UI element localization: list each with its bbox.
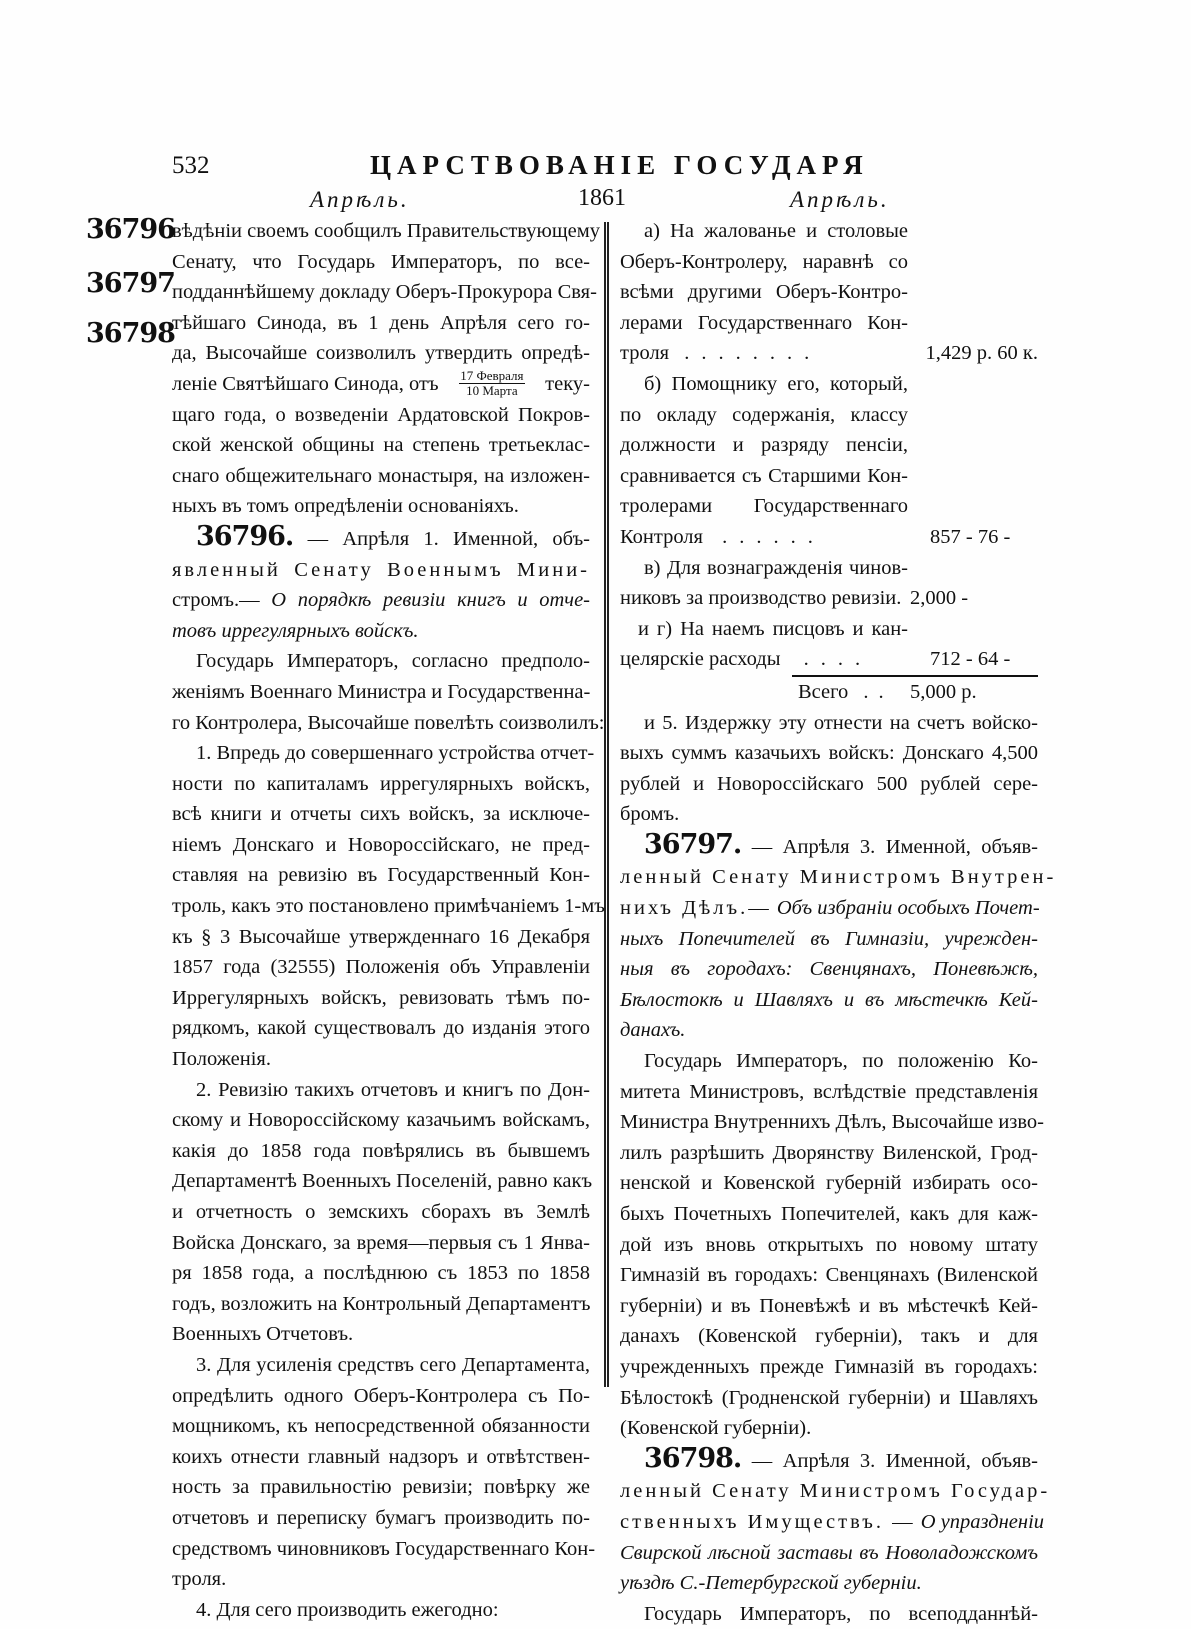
amount: 5,000 р. xyxy=(910,680,977,703)
margin-number-36796: 36796 xyxy=(86,214,175,245)
text-line: 2. Ревизію такихъ отчетовъ и книгъ по Дон- xyxy=(196,1078,590,1101)
budget-line-b xyxy=(620,522,1038,553)
text-line: ность за правильностію ревизіи; повѣрку же xyxy=(172,1476,590,1499)
text-line: коихъ отнести главный надзоръ и отвѣтствен- xyxy=(172,1445,590,1468)
text-line: 1857 года (32555) Положенія объ Управленіи xyxy=(172,956,590,979)
text-line: должности и разряду пенсіи, xyxy=(620,434,908,457)
text-line: мощникомъ, къ непосредственной обязанности xyxy=(172,1415,590,1438)
text-line: ленный Сенату Министромъ Внутрен- xyxy=(620,866,1057,889)
text-line: Оберъ-Контролеру, наравнѣ со xyxy=(620,250,908,273)
text-line: б) Помощнику его, который, xyxy=(644,372,908,395)
text-line: ныхъ Попечителей въ Гимназіи, учрежден- xyxy=(620,927,1038,950)
amount: 1,429 р. 60 к. xyxy=(925,342,1038,365)
leader-dots: ........ xyxy=(684,342,822,365)
text-line: всѣ книги и отчеты сихъ войскъ, за исключе- xyxy=(172,803,590,826)
text-line: Иррегулярныхъ войскъ, ревизовать тѣмъ по- xyxy=(172,986,590,1009)
text-line: вѣдѣніи своемъ сообщилъ Правительствующему xyxy=(172,220,600,242)
text-line: ныхъ въ томъ опредѣленіи основаніяхъ. xyxy=(172,495,519,518)
text-line: тролерами Государственнаго xyxy=(620,495,908,518)
text-line: рублей и Новороссійскаго 500 рублей сере- xyxy=(620,772,1038,795)
text-span: О упраздненіи xyxy=(920,1510,1045,1533)
text-line: какія до 1858 года повѣрялись въ бывшемъ xyxy=(172,1139,590,1162)
margin-number-36798: 36798 xyxy=(86,318,175,349)
text-span: леніе Святѣйшаго Синода, отъ xyxy=(172,372,439,395)
text-line: и 5. Издержку эту отнести на счетъ войско- xyxy=(644,711,1038,734)
leader-dots: .. xyxy=(863,680,894,703)
text-line: Сенату, что Государь Императоръ, по все- xyxy=(172,250,590,273)
running-head: ЦАРСТВОВАНІЕ ГОСУДАРЯ xyxy=(370,150,869,180)
text-line xyxy=(620,1507,1045,1538)
text-span: троля xyxy=(620,342,670,365)
text-line: Департаментѣ Военныхъ Поселеній, равно какъ xyxy=(172,1170,593,1193)
text-span: ственныхъ Имуществъ. — xyxy=(620,1510,916,1533)
text-line: рядкомъ, какой существовалъ до изданія этого xyxy=(172,1017,590,1040)
text-line: в) Для вознагражденія чинов- xyxy=(644,556,908,579)
text-line: (Ковенской губерніи). xyxy=(620,1417,812,1440)
text-line: Бѣлостокѣ и Шавляхъ и въ мѣстечкѣ Кей- xyxy=(620,988,1038,1011)
text-line: ности по капиталамъ иррегулярныхъ войскъ, xyxy=(172,772,590,795)
budget-line-c xyxy=(620,583,1038,614)
text-line: лилъ разрѣшить Дворянству Виленской, Грод- xyxy=(620,1141,1038,1164)
month-right: Апрѣль. xyxy=(790,187,890,212)
text-span: О порядкѣ ревизіи книгъ и отче- xyxy=(271,589,590,612)
text-line: 4. Для сего производить ежегодно: xyxy=(196,1598,499,1621)
text-line: средствомъ чиновниковъ Государственнаго Кон- xyxy=(172,1537,596,1560)
amount: 712 - 64 - xyxy=(930,648,1011,671)
text-line: Свирской лѣсной заставы въ Новоладожскомъ xyxy=(620,1541,1038,1564)
text-line: ставляя на ревизію въ Государственный Кон- xyxy=(172,864,590,887)
text-line: Положенія. xyxy=(172,1048,271,1071)
text-line: подданнѣйшему докладу Оберъ-Прокурора Свя- xyxy=(172,281,597,304)
text-line: товъ иррегулярныхъ войскъ. xyxy=(172,619,419,642)
text-span: — Апрѣля 3. Именной, объяв- xyxy=(751,835,1038,858)
text-line: Военныхъ Отчетовъ. xyxy=(172,1323,354,1346)
fraction-bottom: 10 Марта xyxy=(466,382,518,398)
month-left: Апрѣль. xyxy=(310,187,410,212)
text-line: троля. xyxy=(172,1568,227,1591)
fraction-top: 17 Февраля xyxy=(460,367,524,383)
text-line: женіямъ Военнаго Министра и Государственна- xyxy=(172,680,591,703)
text-line: бромъ. xyxy=(620,803,680,826)
text-line: и отчетность о земскихъ сборахъ въ Землѣ xyxy=(172,1201,590,1223)
text-line xyxy=(620,893,1038,924)
text-line: данахъ (Ковенской губерніи), такъ и для xyxy=(620,1325,1038,1348)
text-span: Всего xyxy=(798,680,849,703)
text-line: Государь Императоръ, по положенію Ко- xyxy=(644,1050,1038,1073)
column-divider xyxy=(604,222,609,1387)
text-span: стромъ.— xyxy=(172,589,260,612)
text-line: дой изъ вновь открытыхъ по новому штату xyxy=(620,1233,1038,1256)
text-line: годъ, возложить на Контрольный Департаментъ xyxy=(172,1292,591,1315)
text-line: Бѣлостокѣ (Гродненской губерніи) и Шавляхъ xyxy=(620,1386,1038,1409)
text-line: Государь Императоръ, по всеподданнѣй- xyxy=(644,1602,1038,1625)
text-line: данахъ. xyxy=(620,1019,686,1042)
text-line xyxy=(172,585,590,616)
text-line: ря 1858 года, а послѣднюю съ 1853 по 1858 xyxy=(172,1262,590,1285)
law-number: 36797. xyxy=(644,828,742,860)
law-heading xyxy=(620,830,1038,863)
text-line: Министра Внутреннихъ Дѣлъ, Высочайше изво- xyxy=(620,1111,1045,1134)
text-line: отчетовъ и переписку бумагъ производить по- xyxy=(172,1506,590,1529)
text-line: ныя въ городахъ: Свенцянахъ, Поневѣжѣ, xyxy=(620,958,1038,981)
text-line: 1. Впредь до совершеннаго устройства отчет- xyxy=(196,742,595,765)
text-span: Объ избраніи особыхъ Почет- xyxy=(776,897,1040,920)
text-span: целярскіе расходы xyxy=(620,648,781,671)
text-line: а) На жалованье и столовые xyxy=(644,220,908,242)
text-span: теку- xyxy=(545,372,590,395)
law-heading xyxy=(620,1444,1038,1477)
text-line: опредѣлить одного Оберъ-Контролера съ По- xyxy=(172,1384,590,1407)
text-line: ленный Сенату Министромъ Государ- xyxy=(620,1480,1051,1503)
page-number: 532 xyxy=(172,152,210,179)
text-line: да, Высочайше соизволилъ утвердить опредѣ- xyxy=(172,342,590,365)
budget-line-d xyxy=(620,644,1038,675)
text-line: ненской и Ковенской губерній избирать осо- xyxy=(620,1172,1038,1195)
text-line: быхъ Почетныхъ Попечителей, какъ для каж- xyxy=(620,1203,1038,1225)
text-line: губерніи) и въ Поневѣжѣ и въ мѣстечкѣ Кей- xyxy=(620,1294,1038,1317)
text-line: митета Министровъ, вслѣдствіе представленія xyxy=(620,1080,1038,1103)
budget-line-a xyxy=(620,338,1038,369)
text-line: тѣйшаго Синода, въ 1 день Апрѣля сего го- xyxy=(172,311,590,334)
text-span: нихъ Дѣлъ.— xyxy=(620,897,772,920)
left-column xyxy=(172,216,605,1625)
text-line: ніемъ Донскаго и Новороссійскаго, не пред- xyxy=(172,833,590,856)
text-line: Государь Императоръ, согласно предполо- xyxy=(196,650,590,673)
right-column xyxy=(620,216,1057,1629)
text-line: лерами Государственнаго Кон- xyxy=(620,311,908,334)
text-line: выхъ суммъ казачьихъ войскъ: Донскаго 4,500 xyxy=(620,742,1038,765)
text-line: учрежденныхъ прежде Гимназій въ городахъ: xyxy=(620,1355,1038,1378)
text-line: къ § 3 Высочайше утвержденнаго 16 Декабря xyxy=(172,925,590,948)
text-line: снаго общежительнаго монастыря, на изложен- xyxy=(172,464,590,487)
text-line: явленный Сенату Военнымъ Мини- xyxy=(172,558,590,581)
budget-total xyxy=(798,677,1038,708)
year: 1861 xyxy=(578,185,626,211)
law-heading xyxy=(172,522,590,555)
text-line: уѣздѣ С.-Петербургской губерніи. xyxy=(620,1572,922,1595)
leader-dots: .... xyxy=(803,648,873,671)
amount: 857 - 76 - xyxy=(930,525,1011,548)
text-line: го Контролера, Высочайше повелѣть соизволилъ: xyxy=(172,711,605,734)
margin-number-36797: 36797 xyxy=(86,268,175,299)
text-line: щаго года, о возведеніи Ардатовской Покров- xyxy=(172,403,590,426)
text-span: никовъ за производство ревизіи. xyxy=(620,587,902,610)
text-line: Войска Донскаго, за время—первыя съ 1 Янва- xyxy=(172,1231,590,1254)
text-line: 3. Для усиленія средствъ сего Департамента, xyxy=(196,1353,590,1376)
amount: 2,000 - xyxy=(910,587,969,610)
text-line: скому и Новороссійскому казачьимъ войскамъ, xyxy=(172,1109,590,1132)
text-line: ской женской общины на степень третьеклас- xyxy=(172,434,590,457)
date-fraction-line xyxy=(172,369,590,400)
leader-dots: ...... xyxy=(722,525,825,548)
text-line: сравнивается съ Старшими Кон- xyxy=(620,464,908,487)
text-line: по окладу содержанія, классу xyxy=(620,403,908,426)
text-span: Контроля xyxy=(620,525,703,548)
text-span: — Апрѣля 1. Именной, объ- xyxy=(307,527,591,550)
text-line: Гимназій въ городахъ: Свенцянахъ (Виленской xyxy=(620,1264,1038,1287)
text-span: — Апрѣля 3. Именной, объяв- xyxy=(751,1449,1038,1472)
text-line: всѣми другими Оберъ-Контро- xyxy=(620,281,908,304)
text-line: и г) На наемъ писцовъ и кан- xyxy=(638,617,908,640)
date-fraction xyxy=(459,369,524,400)
law-number: 36796. xyxy=(196,520,294,552)
law-number: 36798. xyxy=(644,1442,742,1474)
text-line: троль, какъ это постановлено примѣчаніемъ 1-мъ xyxy=(172,895,605,918)
